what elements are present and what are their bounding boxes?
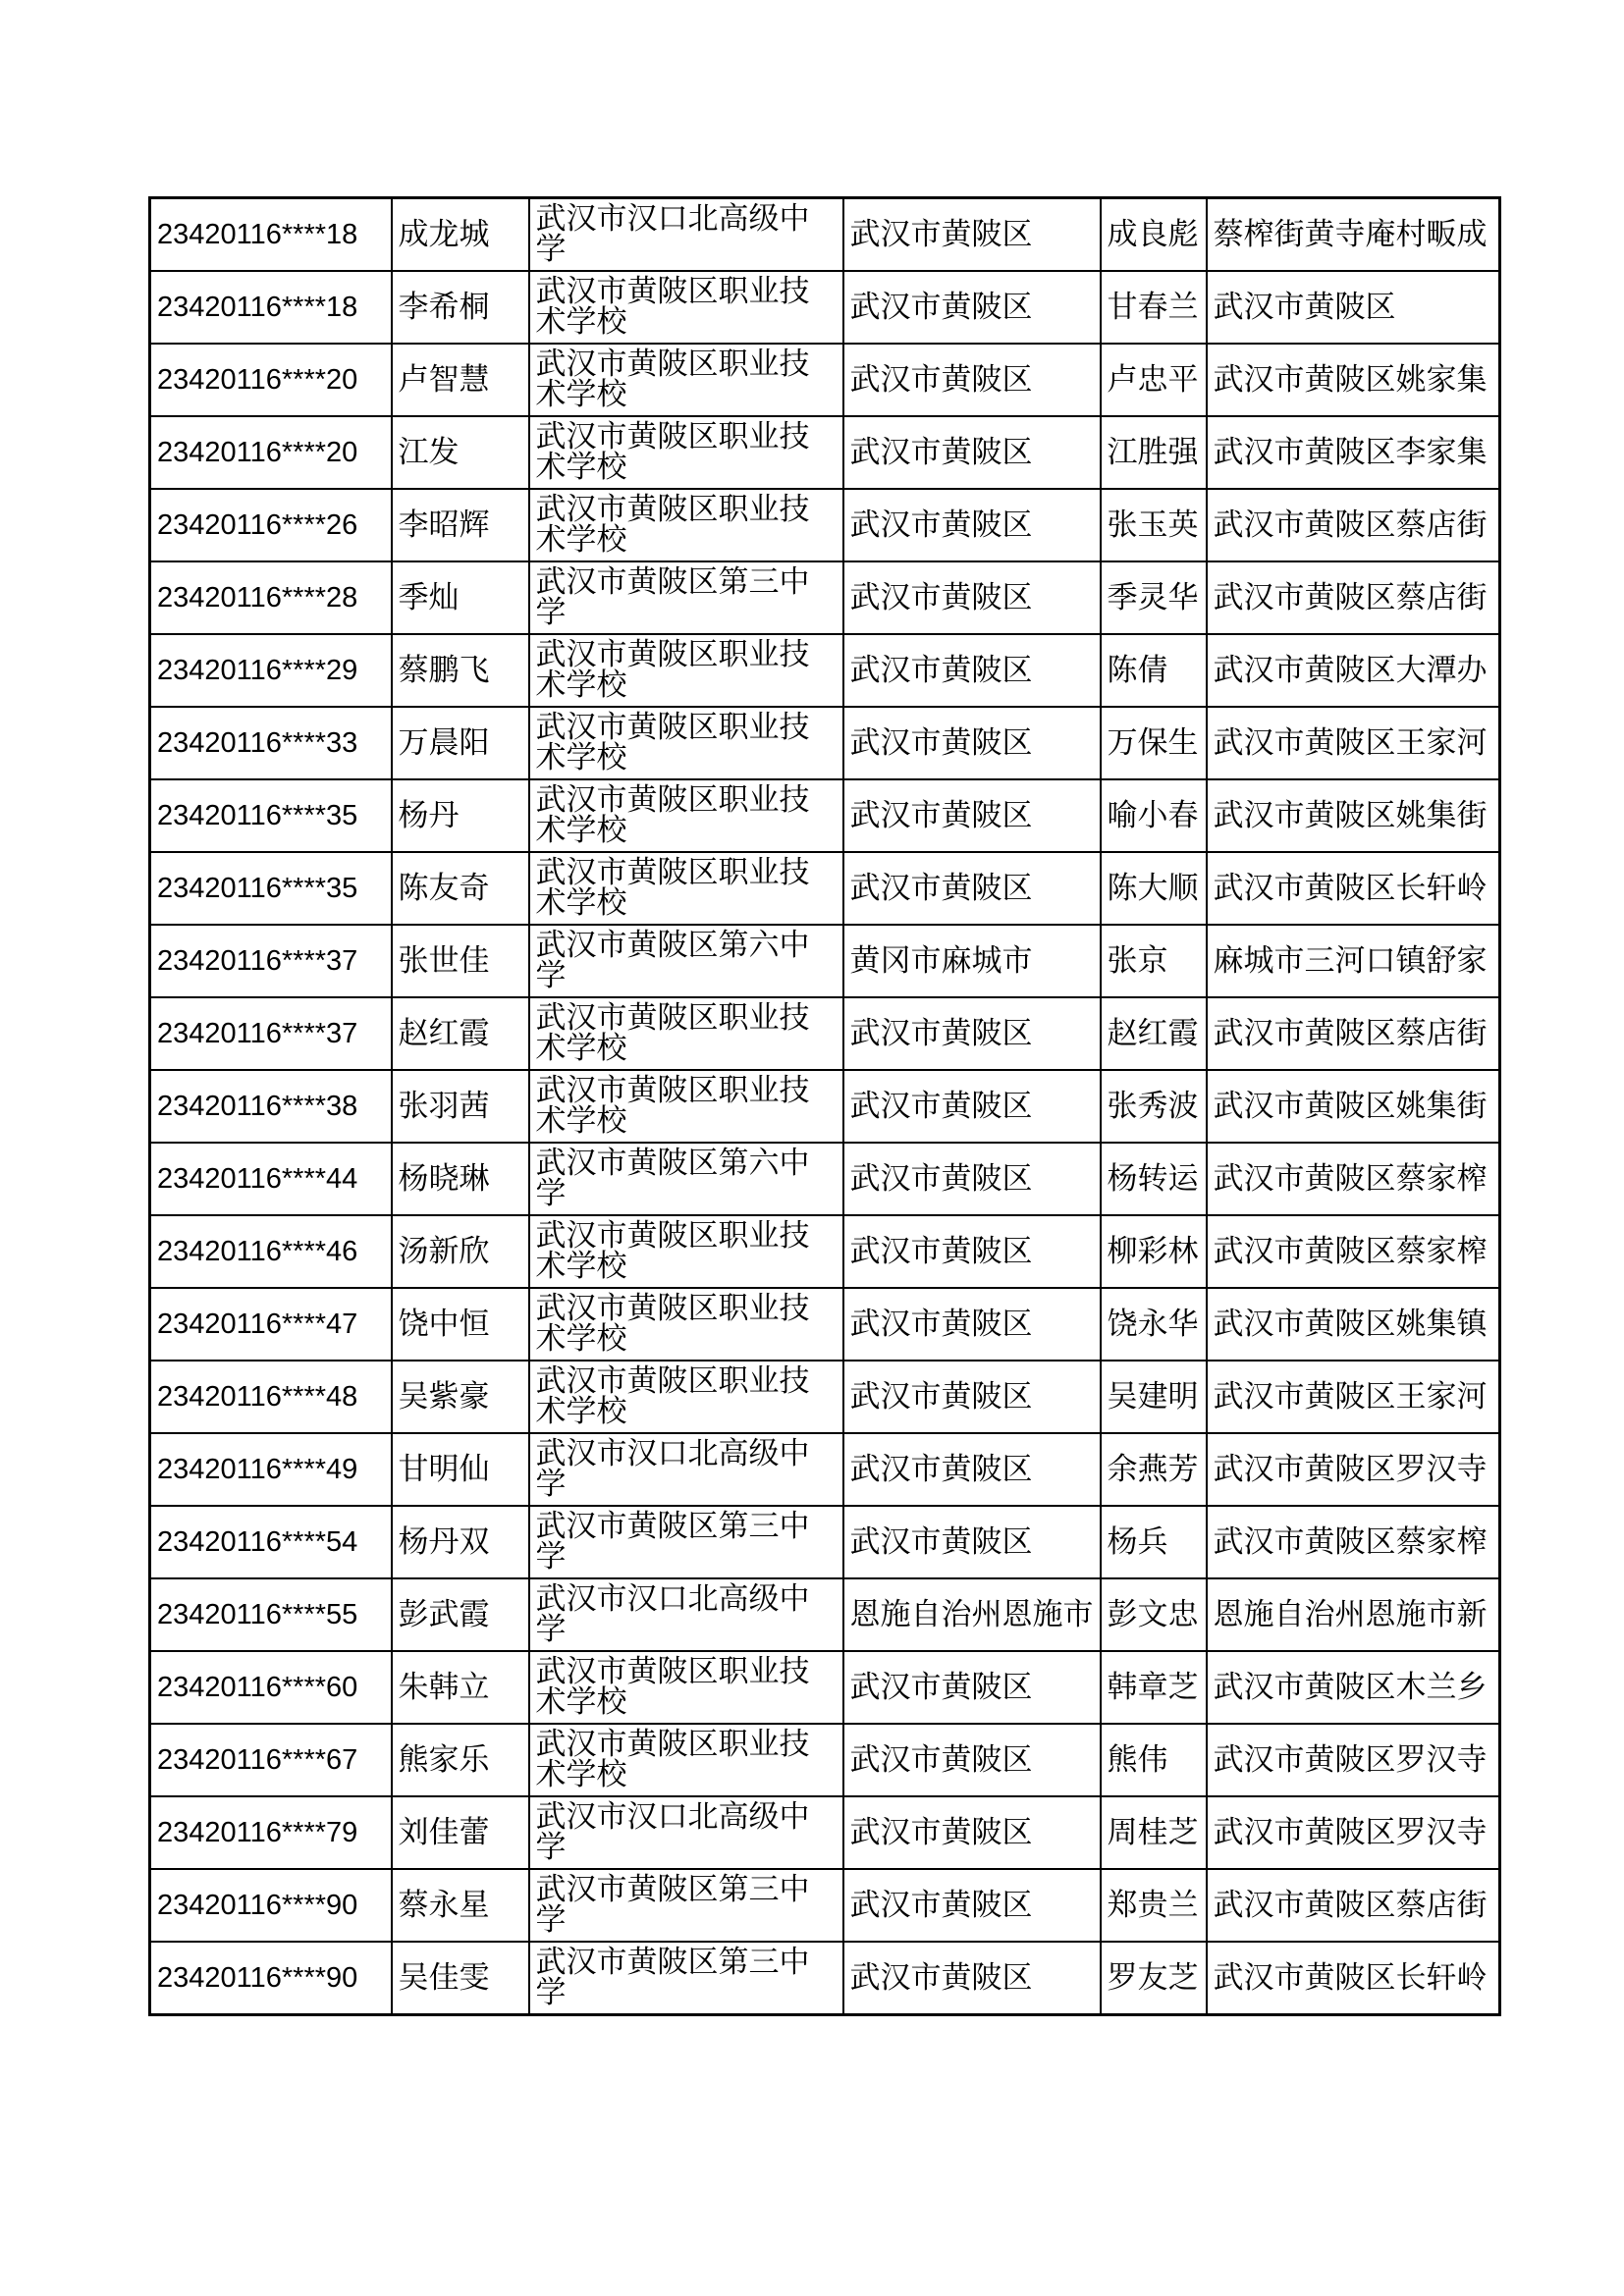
student-id-cell: 23420116****54: [150, 1506, 392, 1578]
guardian-name-cell: 陈大顺: [1101, 852, 1207, 925]
table-row: [150, 416, 1500, 489]
student-id-cell: 23420116****67: [150, 1724, 392, 1796]
guardian-name-cell: 赵红霞: [1101, 997, 1207, 1070]
student-name-cell: 彭武霞: [392, 1578, 529, 1651]
student-name-cell: 刘佳蕾: [392, 1796, 529, 1869]
guardian-name-cell: 周桂芝: [1101, 1796, 1207, 1869]
student-id-cell: 23420116****29: [150, 634, 392, 707]
address-cell: 武汉市黄陂区王家河: [1207, 707, 1500, 779]
address-cell: 武汉市黄陂区蔡家榨: [1207, 1506, 1500, 1578]
table-row: [150, 1070, 1500, 1143]
student-id-cell: 23420116****79: [150, 1796, 392, 1869]
guardian-name-cell: 熊伟: [1101, 1724, 1207, 1796]
origin-cell: 武汉市黄陂区: [843, 1942, 1101, 2015]
student-name-cell: 江发: [392, 416, 529, 489]
student-id-cell: 23420116****37: [150, 925, 392, 997]
table-row: [150, 925, 1500, 997]
address-cell: 武汉市黄陂区李家集: [1207, 416, 1500, 489]
guardian-name-cell: 彭文忠: [1101, 1578, 1207, 1651]
school-cell: 武汉市黄陂区职业技术学校: [529, 1215, 843, 1288]
origin-cell: 武汉市黄陂区: [843, 1724, 1101, 1796]
address-cell: 武汉市黄陂区蔡家榨: [1207, 1143, 1500, 1215]
student-name-cell: 陈友奇: [392, 852, 529, 925]
table-row: [150, 1361, 1500, 1433]
origin-cell: 恩施自治州恩施市: [843, 1578, 1101, 1651]
table-row: [150, 1288, 1500, 1361]
student-id-cell: 23420116****28: [150, 561, 392, 634]
student-name-cell: 吴紫豪: [392, 1361, 529, 1433]
school-cell: 武汉市黄陂区职业技术学校: [529, 489, 843, 561]
student-name-cell: 赵红霞: [392, 997, 529, 1070]
table-row: [150, 1215, 1500, 1288]
address-cell: 武汉市黄陂区蔡店街: [1207, 1869, 1500, 1942]
school-cell: 武汉市黄陂区第三中学: [529, 1942, 843, 2015]
guardian-name-cell: 江胜强: [1101, 416, 1207, 489]
student-id-cell: 23420116****35: [150, 852, 392, 925]
student-id-cell: 23420116****18: [150, 271, 392, 344]
origin-cell: 武汉市黄陂区: [843, 707, 1101, 779]
student-id-cell: 23420116****26: [150, 489, 392, 561]
table-row: [150, 997, 1500, 1070]
guardian-name-cell: 杨兵: [1101, 1506, 1207, 1578]
address-cell: 武汉市黄陂区木兰乡: [1207, 1651, 1500, 1724]
school-cell: 武汉市汉口北高级中学: [529, 1433, 843, 1506]
origin-cell: 武汉市黄陂区: [843, 489, 1101, 561]
school-cell: 武汉市汉口北高级中学: [529, 1796, 843, 1869]
student-id-cell: 23420116****49: [150, 1433, 392, 1506]
origin-cell: 武汉市黄陂区: [843, 1651, 1101, 1724]
student-name-cell: 杨晓琳: [392, 1143, 529, 1215]
guardian-name-cell: 张玉英: [1101, 489, 1207, 561]
student-id-cell: 23420116****90: [150, 1942, 392, 2015]
guardian-name-cell: 张秀波: [1101, 1070, 1207, 1143]
origin-cell: 武汉市黄陂区: [843, 416, 1101, 489]
table-row: [150, 489, 1500, 561]
origin-cell: 武汉市黄陂区: [843, 1506, 1101, 1578]
guardian-name-cell: 余燕芳: [1101, 1433, 1207, 1506]
student-id-cell: 23420116****35: [150, 779, 392, 852]
address-cell: 武汉市黄陂区蔡店街: [1207, 489, 1500, 561]
school-cell: 武汉市黄陂区职业技术学校: [529, 852, 843, 925]
school-cell: 武汉市黄陂区第六中学: [529, 925, 843, 997]
school-cell: 武汉市汉口北高级中学: [529, 198, 843, 272]
table-row: [150, 198, 1500, 272]
address-cell: 武汉市黄陂区蔡店街: [1207, 561, 1500, 634]
student-id-cell: 23420116****20: [150, 344, 392, 416]
guardian-name-cell: 杨转运: [1101, 1143, 1207, 1215]
student-name-cell: 吴佳雯: [392, 1942, 529, 2015]
table-row: [150, 271, 1500, 344]
school-cell: 武汉市黄陂区职业技术学校: [529, 779, 843, 852]
table-row: [150, 344, 1500, 416]
school-cell: 武汉市黄陂区职业技术学校: [529, 344, 843, 416]
student-id-cell: 23420116****60: [150, 1651, 392, 1724]
table-row: [150, 1796, 1500, 1869]
guardian-name-cell: 郑贵兰: [1101, 1869, 1207, 1942]
guardian-name-cell: 张京: [1101, 925, 1207, 997]
school-cell: 武汉市黄陂区职业技术学校: [529, 271, 843, 344]
origin-cell: 武汉市黄陂区: [843, 344, 1101, 416]
origin-cell: 武汉市黄陂区: [843, 634, 1101, 707]
student-id-cell: 23420116****48: [150, 1361, 392, 1433]
origin-cell: 武汉市黄陂区: [843, 1143, 1101, 1215]
address-cell: 武汉市黄陂区长轩岭: [1207, 1942, 1500, 2015]
student-name-cell: 卢智慧: [392, 344, 529, 416]
guardian-name-cell: 韩章芝: [1101, 1651, 1207, 1724]
origin-cell: 武汉市黄陂区: [843, 561, 1101, 634]
origin-cell: 武汉市黄陂区: [843, 997, 1101, 1070]
address-cell: 武汉市黄陂区王家河: [1207, 1361, 1500, 1433]
guardian-name-cell: 成良彪: [1101, 198, 1207, 272]
table-row: [150, 561, 1500, 634]
student-id-cell: 23420116****37: [150, 997, 392, 1070]
origin-cell: 武汉市黄陂区: [843, 1796, 1101, 1869]
guardian-name-cell: 甘春兰: [1101, 271, 1207, 344]
table-row: [150, 1506, 1500, 1578]
school-cell: 武汉市黄陂区职业技术学校: [529, 1361, 843, 1433]
school-cell: 武汉市黄陂区职业技术学校: [529, 997, 843, 1070]
student-name-cell: 万晨阳: [392, 707, 529, 779]
school-cell: 武汉市黄陂区职业技术学校: [529, 1070, 843, 1143]
table-row: [150, 1578, 1500, 1651]
student-id-cell: 23420116****20: [150, 416, 392, 489]
address-cell: 武汉市黄陂区姚集镇: [1207, 1288, 1500, 1361]
address-cell: 恩施自治州恩施市新: [1207, 1578, 1500, 1651]
address-cell: 武汉市黄陂区蔡店街: [1207, 997, 1500, 1070]
table-row: [150, 1724, 1500, 1796]
school-cell: 武汉市黄陂区职业技术学校: [529, 1288, 843, 1361]
address-cell: 武汉市黄陂区姚集街: [1207, 1070, 1500, 1143]
origin-cell: 武汉市黄陂区: [843, 1433, 1101, 1506]
student-roster-table: [148, 196, 1501, 2016]
address-cell: 武汉市黄陂区: [1207, 271, 1500, 344]
table-row: [150, 779, 1500, 852]
school-cell: 武汉市黄陂区职业技术学校: [529, 707, 843, 779]
school-cell: 武汉市黄陂区职业技术学校: [529, 1724, 843, 1796]
guardian-name-cell: 柳彩林: [1101, 1215, 1207, 1288]
origin-cell: 武汉市黄陂区: [843, 1215, 1101, 1288]
guardian-name-cell: 喻小春: [1101, 779, 1207, 852]
student-name-cell: 张羽茜: [392, 1070, 529, 1143]
student-id-cell: 23420116****46: [150, 1215, 392, 1288]
address-cell: 武汉市黄陂区长轩岭: [1207, 852, 1500, 925]
table-row: [150, 1433, 1500, 1506]
origin-cell: 武汉市黄陂区: [843, 852, 1101, 925]
student-name-cell: 张世佳: [392, 925, 529, 997]
student-name-cell: 成龙城: [392, 198, 529, 272]
student-id-cell: 23420116****33: [150, 707, 392, 779]
guardian-name-cell: 吴建明: [1101, 1361, 1207, 1433]
table-row: [150, 707, 1500, 779]
student-id-cell: 23420116****44: [150, 1143, 392, 1215]
student-name-cell: 杨丹: [392, 779, 529, 852]
student-name-cell: 蔡永星: [392, 1869, 529, 1942]
student-name-cell: 季灿: [392, 561, 529, 634]
address-cell: 武汉市黄陂区罗汉寺: [1207, 1796, 1500, 1869]
school-cell: 武汉市黄陂区职业技术学校: [529, 634, 843, 707]
address-cell: 蔡榨街黄寺庵村畈成: [1207, 198, 1500, 272]
student-name-cell: 杨丹双: [392, 1506, 529, 1578]
address-cell: 武汉市黄陂区罗汉寺: [1207, 1433, 1500, 1506]
student-id-cell: 23420116****55: [150, 1578, 392, 1651]
school-cell: 武汉市黄陂区第三中学: [529, 1506, 843, 1578]
guardian-name-cell: 陈倩: [1101, 634, 1207, 707]
origin-cell: 黄冈市麻城市: [843, 925, 1101, 997]
guardian-name-cell: 万保生: [1101, 707, 1207, 779]
student-name-cell: 朱韩立: [392, 1651, 529, 1724]
school-cell: 武汉市黄陂区职业技术学校: [529, 416, 843, 489]
origin-cell: 武汉市黄陂区: [843, 1869, 1101, 1942]
table-row: [150, 1869, 1500, 1942]
roster-body: [150, 198, 1500, 2015]
school-cell: 武汉市黄陂区第三中学: [529, 1869, 843, 1942]
student-name-cell: 饶中恒: [392, 1288, 529, 1361]
address-cell: 武汉市黄陂区罗汉寺: [1207, 1724, 1500, 1796]
address-cell: 武汉市黄陂区姚集街: [1207, 779, 1500, 852]
school-cell: 武汉市黄陂区第三中学: [529, 561, 843, 634]
student-id-cell: 23420116****18: [150, 198, 392, 272]
guardian-name-cell: 饶永华: [1101, 1288, 1207, 1361]
student-name-cell: 汤新欣: [392, 1215, 529, 1288]
student-id-cell: 23420116****38: [150, 1070, 392, 1143]
guardian-name-cell: 卢忠平: [1101, 344, 1207, 416]
student-name-cell: 甘明仙: [392, 1433, 529, 1506]
table-row: [150, 1143, 1500, 1215]
student-id-cell: 23420116****90: [150, 1869, 392, 1942]
student-name-cell: 李希桐: [392, 271, 529, 344]
student-id-cell: 23420116****47: [150, 1288, 392, 1361]
origin-cell: 武汉市黄陂区: [843, 198, 1101, 272]
table-row: [150, 1651, 1500, 1724]
student-name-cell: 李昭辉: [392, 489, 529, 561]
origin-cell: 武汉市黄陂区: [843, 271, 1101, 344]
address-cell: 武汉市黄陂区大潭办: [1207, 634, 1500, 707]
guardian-name-cell: 季灵华: [1101, 561, 1207, 634]
address-cell: 武汉市黄陂区蔡家榨: [1207, 1215, 1500, 1288]
table-row: [150, 852, 1500, 925]
student-name-cell: 蔡鹏飞: [392, 634, 529, 707]
origin-cell: 武汉市黄陂区: [843, 1361, 1101, 1433]
origin-cell: 武汉市黄陂区: [843, 1288, 1101, 1361]
origin-cell: 武汉市黄陂区: [843, 1070, 1101, 1143]
school-cell: 武汉市黄陂区第六中学: [529, 1143, 843, 1215]
table-row: [150, 1942, 1500, 2015]
address-cell: 麻城市三河口镇舒家: [1207, 925, 1500, 997]
school-cell: 武汉市黄陂区职业技术学校: [529, 1651, 843, 1724]
table-row: [150, 634, 1500, 707]
origin-cell: 武汉市黄陂区: [843, 779, 1101, 852]
guardian-name-cell: 罗友芝: [1101, 1942, 1207, 2015]
school-cell: 武汉市汉口北高级中学: [529, 1578, 843, 1651]
student-name-cell: 熊家乐: [392, 1724, 529, 1796]
address-cell: 武汉市黄陂区姚家集: [1207, 344, 1500, 416]
